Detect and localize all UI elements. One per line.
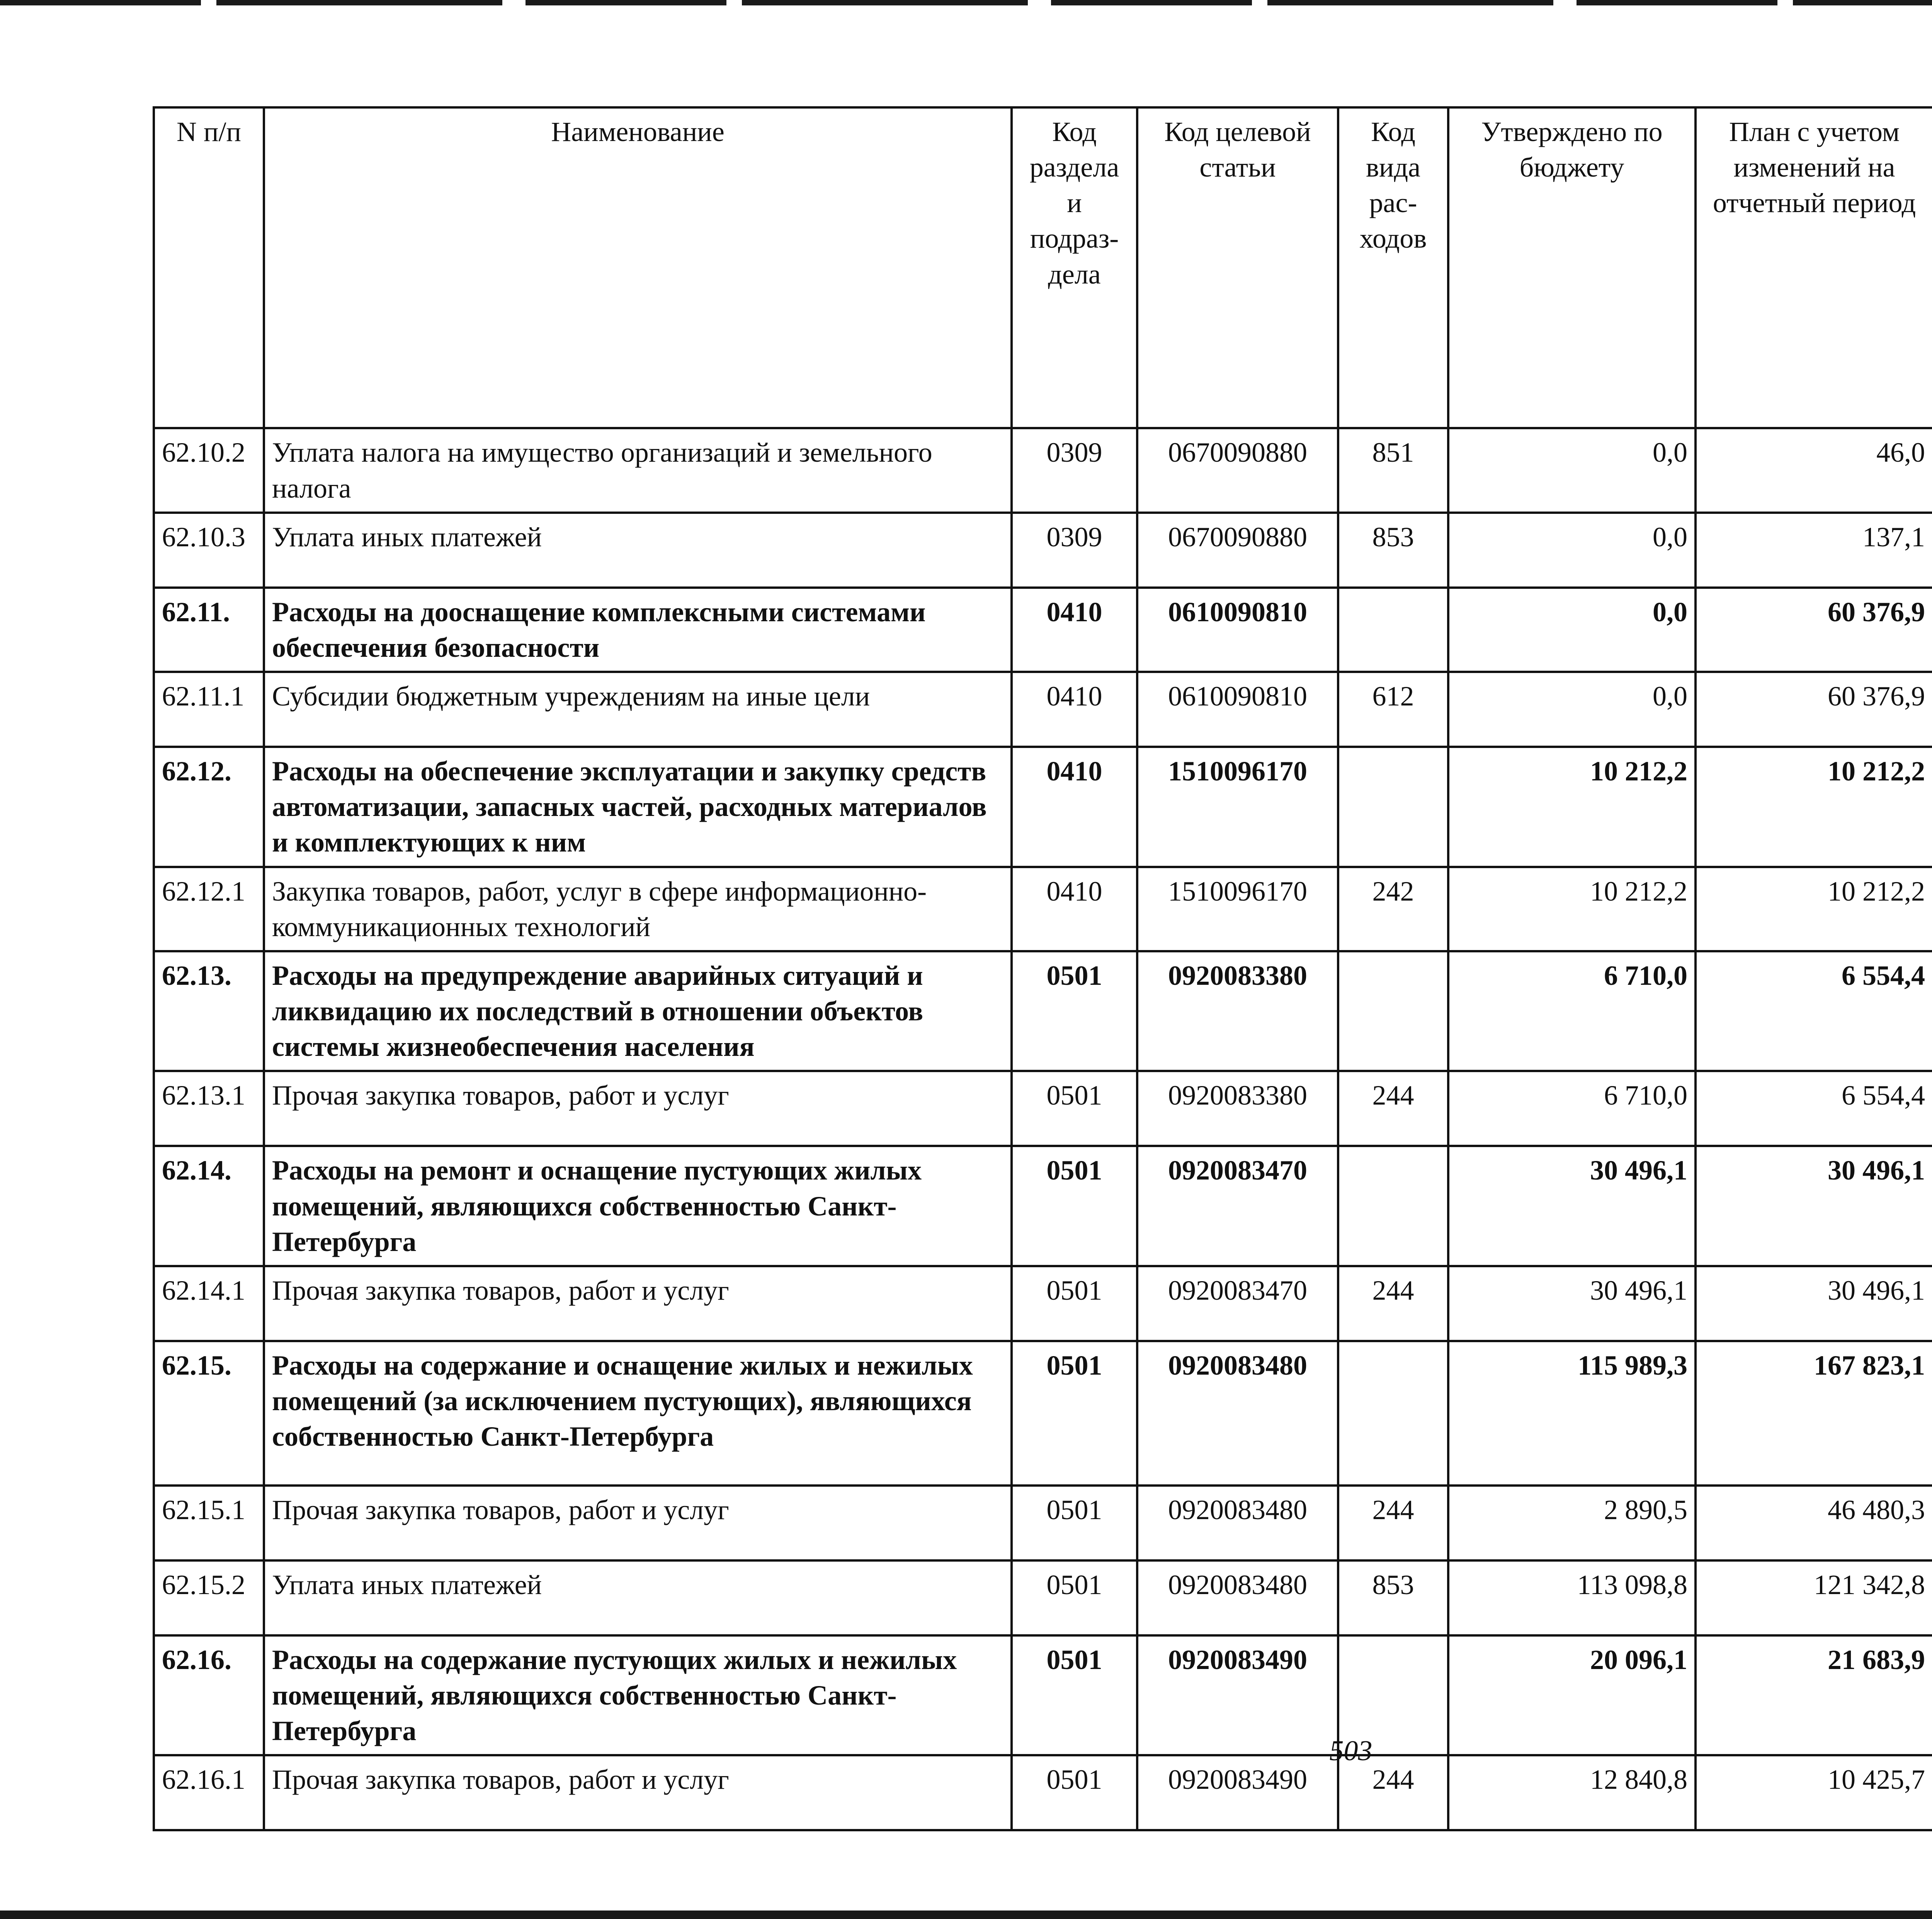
- cell-approved: 0,0: [1448, 513, 1696, 588]
- cell-num: 62.15.1: [154, 1486, 264, 1560]
- cell-plan: 30 496,1: [1696, 1146, 1932, 1266]
- cell-target-code: 0920083480: [1137, 1341, 1338, 1486]
- cell-expense-type-code: 853: [1338, 1560, 1448, 1635]
- cell-approved: 0,0: [1448, 428, 1696, 512]
- cell-num: 62.13.1: [154, 1071, 264, 1146]
- cell-target-code: 0920083490: [1137, 1755, 1338, 1830]
- cell-name: Прочая закупка товаров, работ и услуг: [264, 1266, 1012, 1341]
- table-body: [154, 428, 1932, 1830]
- cell-approved: 2 890,5: [1448, 1486, 1696, 1560]
- cell-expense-type-code: [1338, 1146, 1448, 1266]
- cell-num: 62.11.: [154, 588, 264, 672]
- table-row: [154, 747, 1932, 867]
- cell-section-code: 0501: [1012, 1486, 1137, 1560]
- cell-target-code: 0610090810: [1137, 672, 1338, 747]
- cell-plan: 60 376,9: [1696, 588, 1932, 672]
- cell-name: Расходы на содержание и оснащение жилых и нежилых помещений (за исключением пустующих), являющихся собственностью Санкт-Петербурга: [264, 1341, 1012, 1486]
- cell-plan: 137,1: [1696, 513, 1932, 588]
- cell-num: 62.10.3: [154, 513, 264, 588]
- cell-approved: 6 710,0: [1448, 1071, 1696, 1146]
- cell-plan: 46 480,3: [1696, 1486, 1932, 1560]
- cell-section-code: 0501: [1012, 1755, 1137, 1830]
- cell-name: Расходы на ремонт и оснащение пустующих жилых помещений, являющихся собственностью Санкт-Петербурга: [264, 1146, 1012, 1266]
- cell-target-code: 0670090880: [1137, 428, 1338, 512]
- cell-section-code: 0501: [1012, 1071, 1137, 1146]
- cell-plan: 6 554,4: [1696, 951, 1932, 1071]
- cell-target-code: 0920083490: [1137, 1635, 1338, 1755]
- cell-name: Расходы на дооснащение комплексными системами обеспечения безопасности: [264, 588, 1012, 672]
- cell-plan: 10 425,7: [1696, 1755, 1932, 1830]
- cell-plan: 10 212,2: [1696, 867, 1932, 951]
- header-approved: Утверждено по бюджету: [1448, 107, 1696, 428]
- table-row: [154, 1341, 1932, 1486]
- cell-section-code: 0309: [1012, 428, 1137, 512]
- cell-num: 62.16.: [154, 1635, 264, 1755]
- cell-plan: 121 342,8: [1696, 1560, 1932, 1635]
- header-section-code: Код раздела и подраз- дела: [1012, 107, 1137, 428]
- table-row: [154, 1486, 1932, 1560]
- table-row: [154, 513, 1932, 588]
- scan-edge-bottom: [0, 1911, 1932, 1919]
- table-row: [154, 672, 1932, 747]
- cell-name: Уплата налога на имущество организаций и земельного налога: [264, 428, 1012, 512]
- cell-plan: 60 376,9: [1696, 672, 1932, 747]
- header-num: N п/п: [154, 107, 264, 428]
- table-row: [154, 867, 1932, 951]
- header-expense-type-code: Код вида рас- ходов: [1338, 107, 1448, 428]
- cell-num: 62.15.2: [154, 1560, 264, 1635]
- cell-expense-type-code: [1338, 1341, 1448, 1486]
- cell-num: 62.14.1: [154, 1266, 264, 1341]
- cell-section-code: 0309: [1012, 513, 1137, 588]
- cell-plan: 21 683,9: [1696, 1635, 1932, 1755]
- cell-target-code: 0610090810: [1137, 588, 1338, 672]
- budget-execution-table: [153, 106, 1932, 1831]
- cell-name: Прочая закупка товаров, работ и услуг: [264, 1486, 1012, 1560]
- cell-num: 62.13.: [154, 951, 264, 1071]
- cell-section-code: 0410: [1012, 588, 1137, 672]
- cell-expense-type-code: 244: [1338, 1071, 1448, 1146]
- cell-num: 62.12.1: [154, 867, 264, 951]
- cell-approved: 12 840,8: [1448, 1755, 1696, 1830]
- cell-section-code: 0501: [1012, 1560, 1137, 1635]
- cell-target-code: 0920083380: [1137, 1071, 1338, 1146]
- cell-name: Прочая закупка товаров, работ и услуг: [264, 1755, 1012, 1830]
- cell-name: Уплата иных платежей: [264, 513, 1012, 588]
- cell-target-code: 0920083480: [1137, 1560, 1338, 1635]
- page-number: 503: [1329, 1735, 1372, 1767]
- cell-num: 62.12.: [154, 747, 264, 867]
- header-name: Наименование: [264, 107, 1012, 428]
- cell-approved: 6 710,0: [1448, 951, 1696, 1071]
- cell-expense-type-code: 244: [1338, 1266, 1448, 1341]
- cell-approved: 115 989,3: [1448, 1341, 1696, 1486]
- cell-section-code: 0501: [1012, 1146, 1137, 1266]
- cell-plan: 10 212,2: [1696, 747, 1932, 867]
- cell-target-code: 0920083380: [1137, 951, 1338, 1071]
- cell-plan: 30 496,1: [1696, 1266, 1932, 1341]
- cell-target-code: 0670090880: [1137, 513, 1338, 588]
- table-row: [154, 1146, 1932, 1266]
- table-row: [154, 428, 1932, 512]
- header-target-code: Код целевой статьи: [1137, 107, 1338, 428]
- cell-num: 62.16.1: [154, 1755, 264, 1830]
- cell-name: Уплата иных платежей: [264, 1560, 1012, 1635]
- cell-section-code: 0410: [1012, 672, 1137, 747]
- cell-section-code: 0501: [1012, 951, 1137, 1071]
- table-row: [154, 951, 1932, 1071]
- cell-target-code: 0920083480: [1137, 1486, 1338, 1560]
- cell-name: Расходы на содержание пустующих жилых и нежилых помещений, являющихся собственностью Санкт-Петербурга: [264, 1635, 1012, 1755]
- cell-target-code: 0920083470: [1137, 1266, 1338, 1341]
- cell-approved: 10 212,2: [1448, 747, 1696, 867]
- table-row: [154, 1266, 1932, 1341]
- cell-num: 62.15.: [154, 1341, 264, 1486]
- cell-expense-type-code: [1338, 951, 1448, 1071]
- table-row: [154, 588, 1932, 672]
- cell-section-code: 0501: [1012, 1266, 1137, 1341]
- cell-target-code: 0920083470: [1137, 1146, 1338, 1266]
- cell-plan: 167 823,1: [1696, 1341, 1932, 1486]
- cell-name: Закупка товаров, работ, услуг в сфере информационно-коммуникационных технологий: [264, 867, 1012, 951]
- cell-num: 62.11.1: [154, 672, 264, 747]
- cell-approved: 30 496,1: [1448, 1146, 1696, 1266]
- cell-target-code: 1510096170: [1137, 867, 1338, 951]
- table-row: [154, 1071, 1932, 1146]
- cell-expense-type-code: [1338, 588, 1448, 672]
- cell-expense-type-code: 612: [1338, 672, 1448, 747]
- table-row: [154, 1560, 1932, 1635]
- cell-approved: 0,0: [1448, 672, 1696, 747]
- cell-plan: 6 554,4: [1696, 1071, 1932, 1146]
- table-header: [154, 107, 1932, 428]
- cell-name: Прочая закупка товаров, работ и услуг: [264, 1071, 1012, 1146]
- cell-approved: 10 212,2: [1448, 867, 1696, 951]
- cell-name: Субсидии бюджетным учреждениям на иные цели: [264, 672, 1012, 747]
- cell-name: Расходы на обеспечение эксплуатации и закупку средств автоматизации, запасных частей, расходных материалов и комплектующих к ним: [264, 747, 1012, 867]
- cell-expense-type-code: 242: [1338, 867, 1448, 951]
- cell-expense-type-code: 851: [1338, 428, 1448, 512]
- cell-section-code: 0501: [1012, 1635, 1137, 1755]
- cell-expense-type-code: [1338, 747, 1448, 867]
- cell-target-code: 1510096170: [1137, 747, 1338, 867]
- cell-approved: 113 098,8: [1448, 1560, 1696, 1635]
- cell-num: 62.10.2: [154, 428, 264, 512]
- cell-approved: 0,0: [1448, 588, 1696, 672]
- header-plan: План с учетом изменений на отчетный период: [1696, 107, 1932, 428]
- cell-expense-type-code: 853: [1338, 513, 1448, 588]
- cell-plan: 46,0: [1696, 428, 1932, 512]
- cell-expense-type-code: 244: [1338, 1486, 1448, 1560]
- cell-approved: 20 096,1: [1448, 1635, 1696, 1755]
- cell-expense-type-code: 244: [1338, 1755, 1448, 1830]
- cell-section-code: 0501: [1012, 1341, 1137, 1486]
- cell-section-code: 0410: [1012, 747, 1137, 867]
- cell-name: Расходы на предупреждение аварийных ситуаций и ликвидацию их последствий в отношении объектов системы жизнеобеспечения населения: [264, 951, 1012, 1071]
- cell-approved: 30 496,1: [1448, 1266, 1696, 1341]
- cell-section-code: 0410: [1012, 867, 1137, 951]
- cell-num: 62.14.: [154, 1146, 264, 1266]
- scan-edge-top: [0, 0, 1932, 5]
